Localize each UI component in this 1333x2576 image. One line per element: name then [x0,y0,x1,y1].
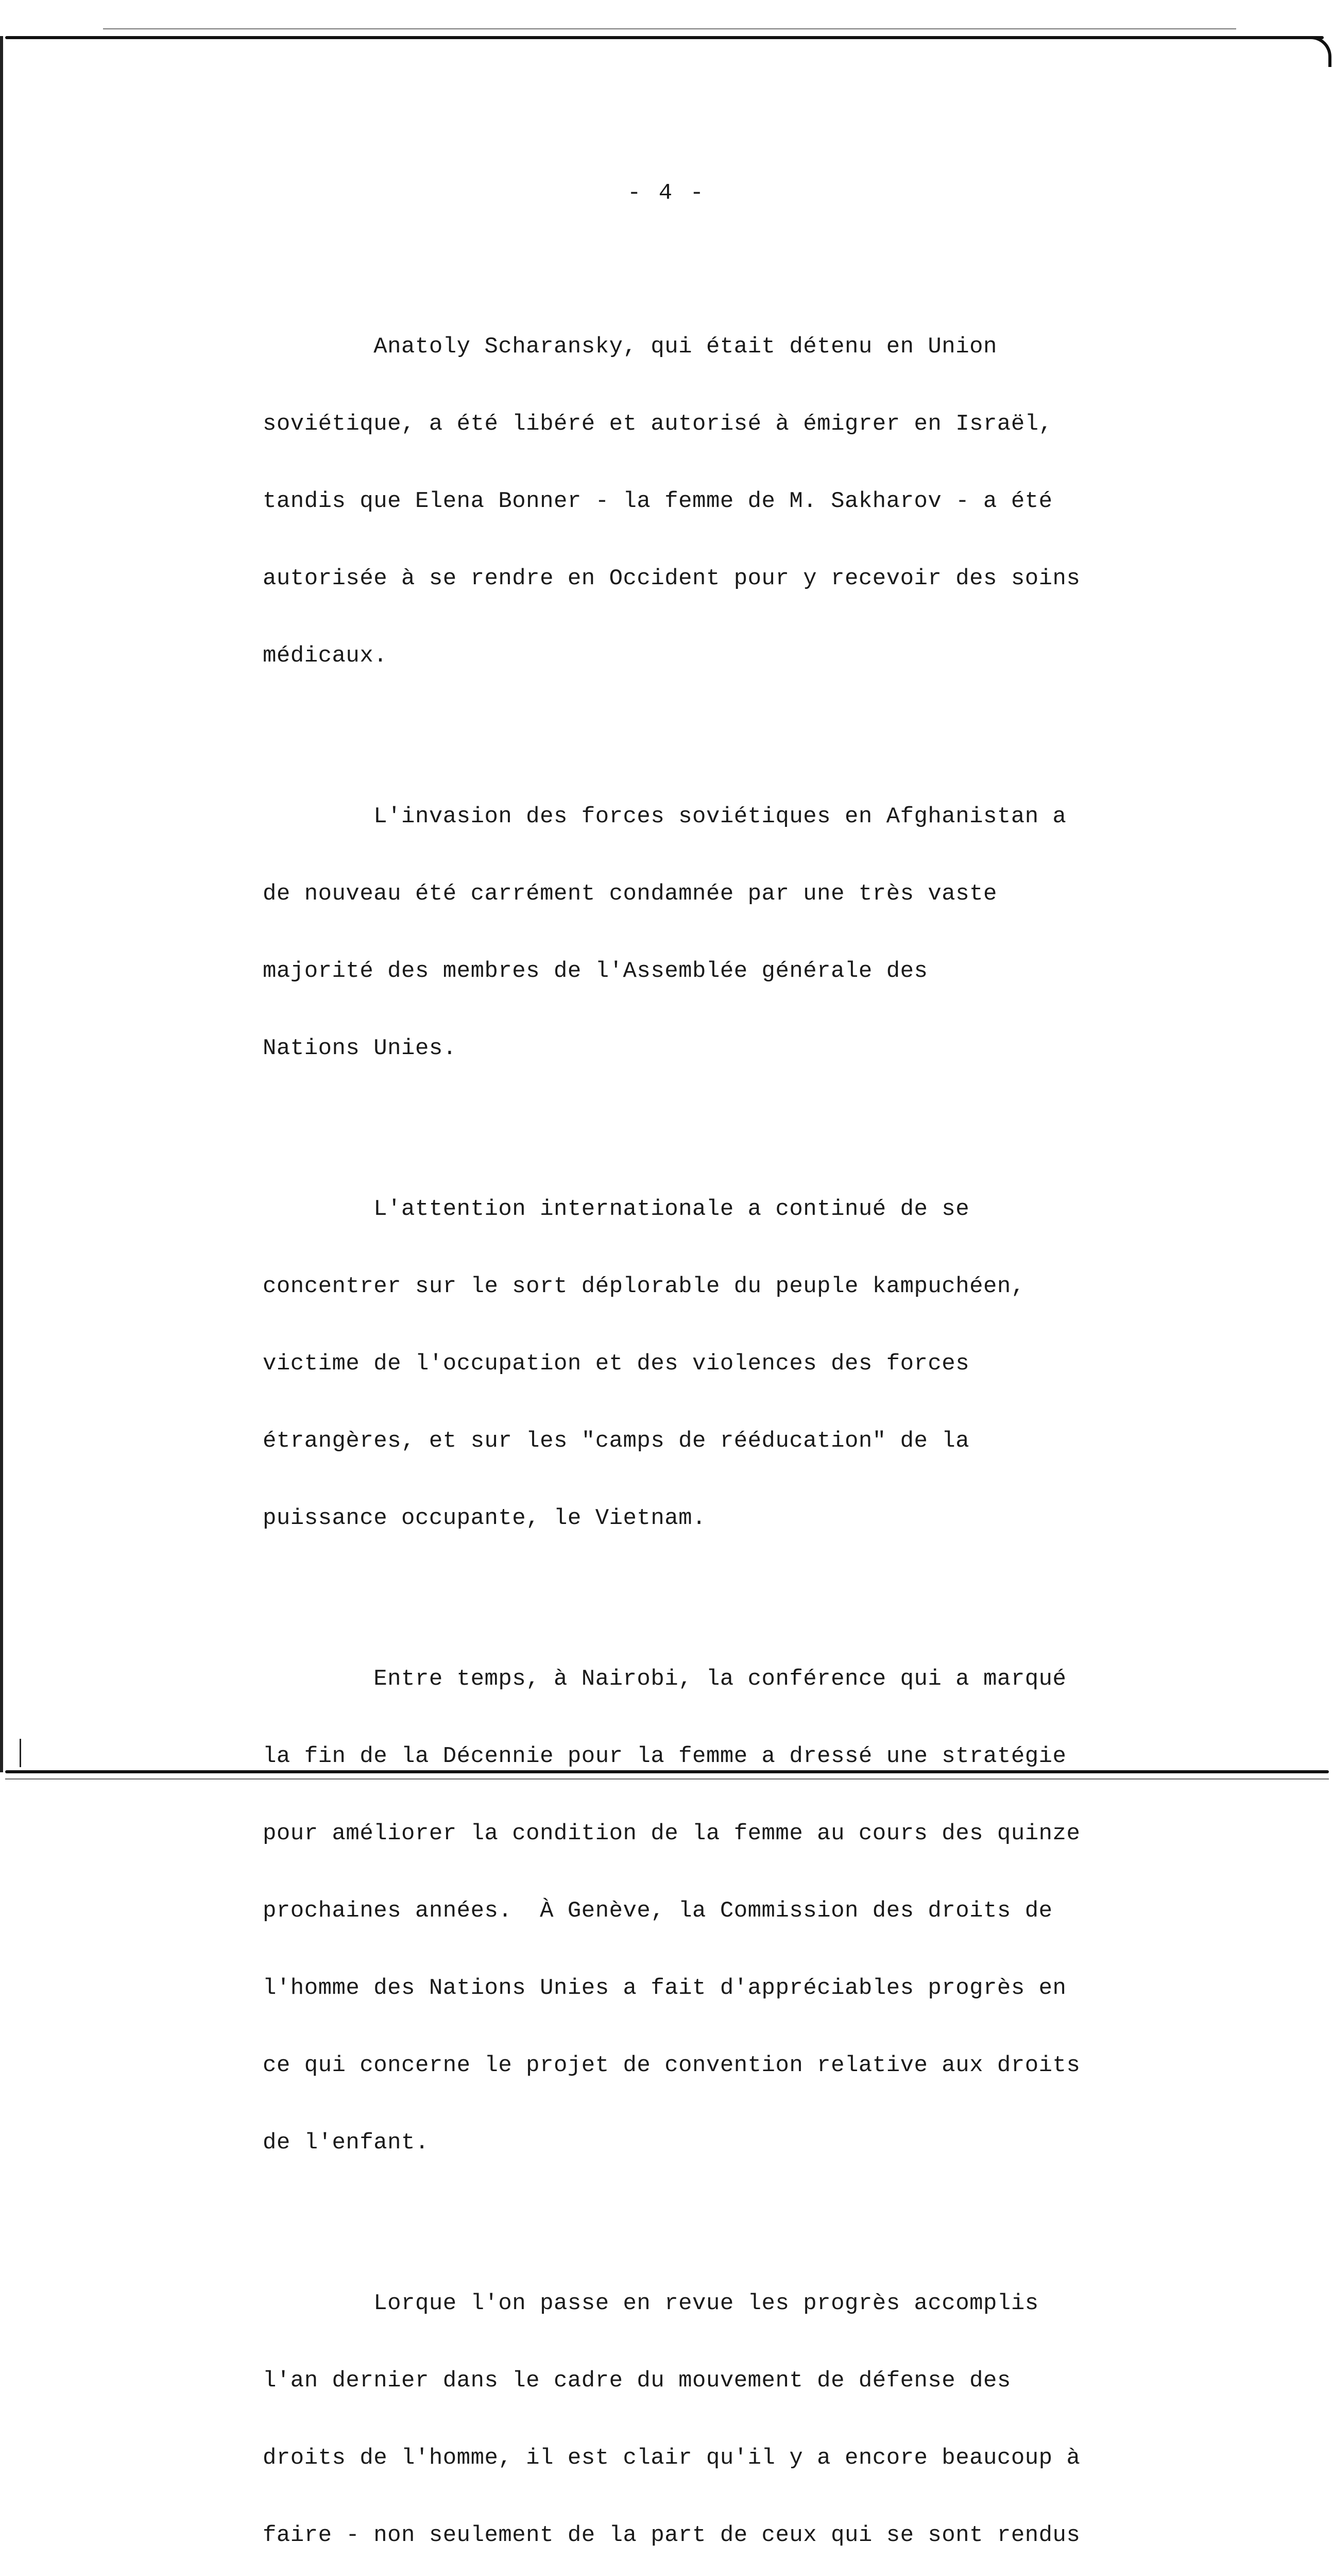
text-line: L'attention internationale a continué de se [263,1196,970,1222]
text-line: puissance occupante, le Vietnam. [263,1505,706,1531]
paragraph-kampuchea [263,1145,1241,1583]
text-line: Anatoly Scharansky, qui était détenu en Union [263,334,997,360]
scan-bottom-faint-line [5,1778,1329,1780]
text-line: Entre temps, à Nairobi, la conférence qui a marqué [263,1666,1067,1692]
scan-bottom-border [5,1770,1329,1773]
text-line: droits de l'homme, il est clair qu'il y a encore beaucoup à [263,2445,1081,2471]
text-line: étrangères, et sur les "camps de rééducation" de la [263,1428,970,1454]
text-line: victime de l'occupation et des violences des forces [263,1351,970,1377]
text-line: ce qui concerne le projet de convention relative aux droits [263,2053,1081,2078]
text-line: l'homme des Nations Unies a fait d'appréciables progrès en [263,1975,1067,2001]
scan-top-border [5,36,1324,39]
text-line: tandis que Elena Bonner - la femme de M. Sakharov - a été [263,488,1053,514]
text-line: médicaux. [263,643,388,669]
text-line: Lorque l'on passe en revue les progrès accomplis [263,2291,1039,2316]
text-line: concentrer sur le sort déplorable du peuple kampuchéen, [263,1274,1025,1299]
paragraph-nairobi [263,1615,1241,2207]
text-line: majorité des membres de l'Assemblée générale des [263,958,928,984]
text-line: faire - non seulement de la part de ceux qui se sont rendus [263,2522,1081,2548]
text-line: autorisée à se rendre en Occident pour y recevoir des soins [263,566,1081,591]
scan-margin-mark [20,1739,21,1767]
body-text [263,282,1241,2576]
text-line: prochaines années. À Genève, la Commission des droits de [263,1898,1053,1924]
paragraph-afghanistan [263,752,1241,1113]
text-line: l'an dernier dans le cadre du mouvement de défense des [263,2368,1011,2394]
scan-left-edge [0,36,3,1772]
text-line: de l'enfant. [263,2130,429,2156]
scan-top-right-corner [1311,36,1331,67]
text-line: pour améliorer la condition de la femme au cours des quinze [263,1821,1081,1846]
text-line: L'invasion des forces soviétiques en Afghanistan a [263,804,1067,829]
scan-top-faint-line [103,28,1236,29]
text-line: la fin de la Décennie pour la femme a dressé une stratégie [263,1743,1067,1769]
paragraph-scharansky [263,282,1241,720]
text-line: Nations Unies. [263,1036,457,1061]
text-line: de nouveau été carrément condamnée par une très vaste [263,881,997,907]
text-line: soviétique, a été libéré et autorisé à émigrer en Israël, [263,411,1053,437]
page-number: - 4 - [627,180,706,206]
paragraph-progres [263,2239,1241,2576]
